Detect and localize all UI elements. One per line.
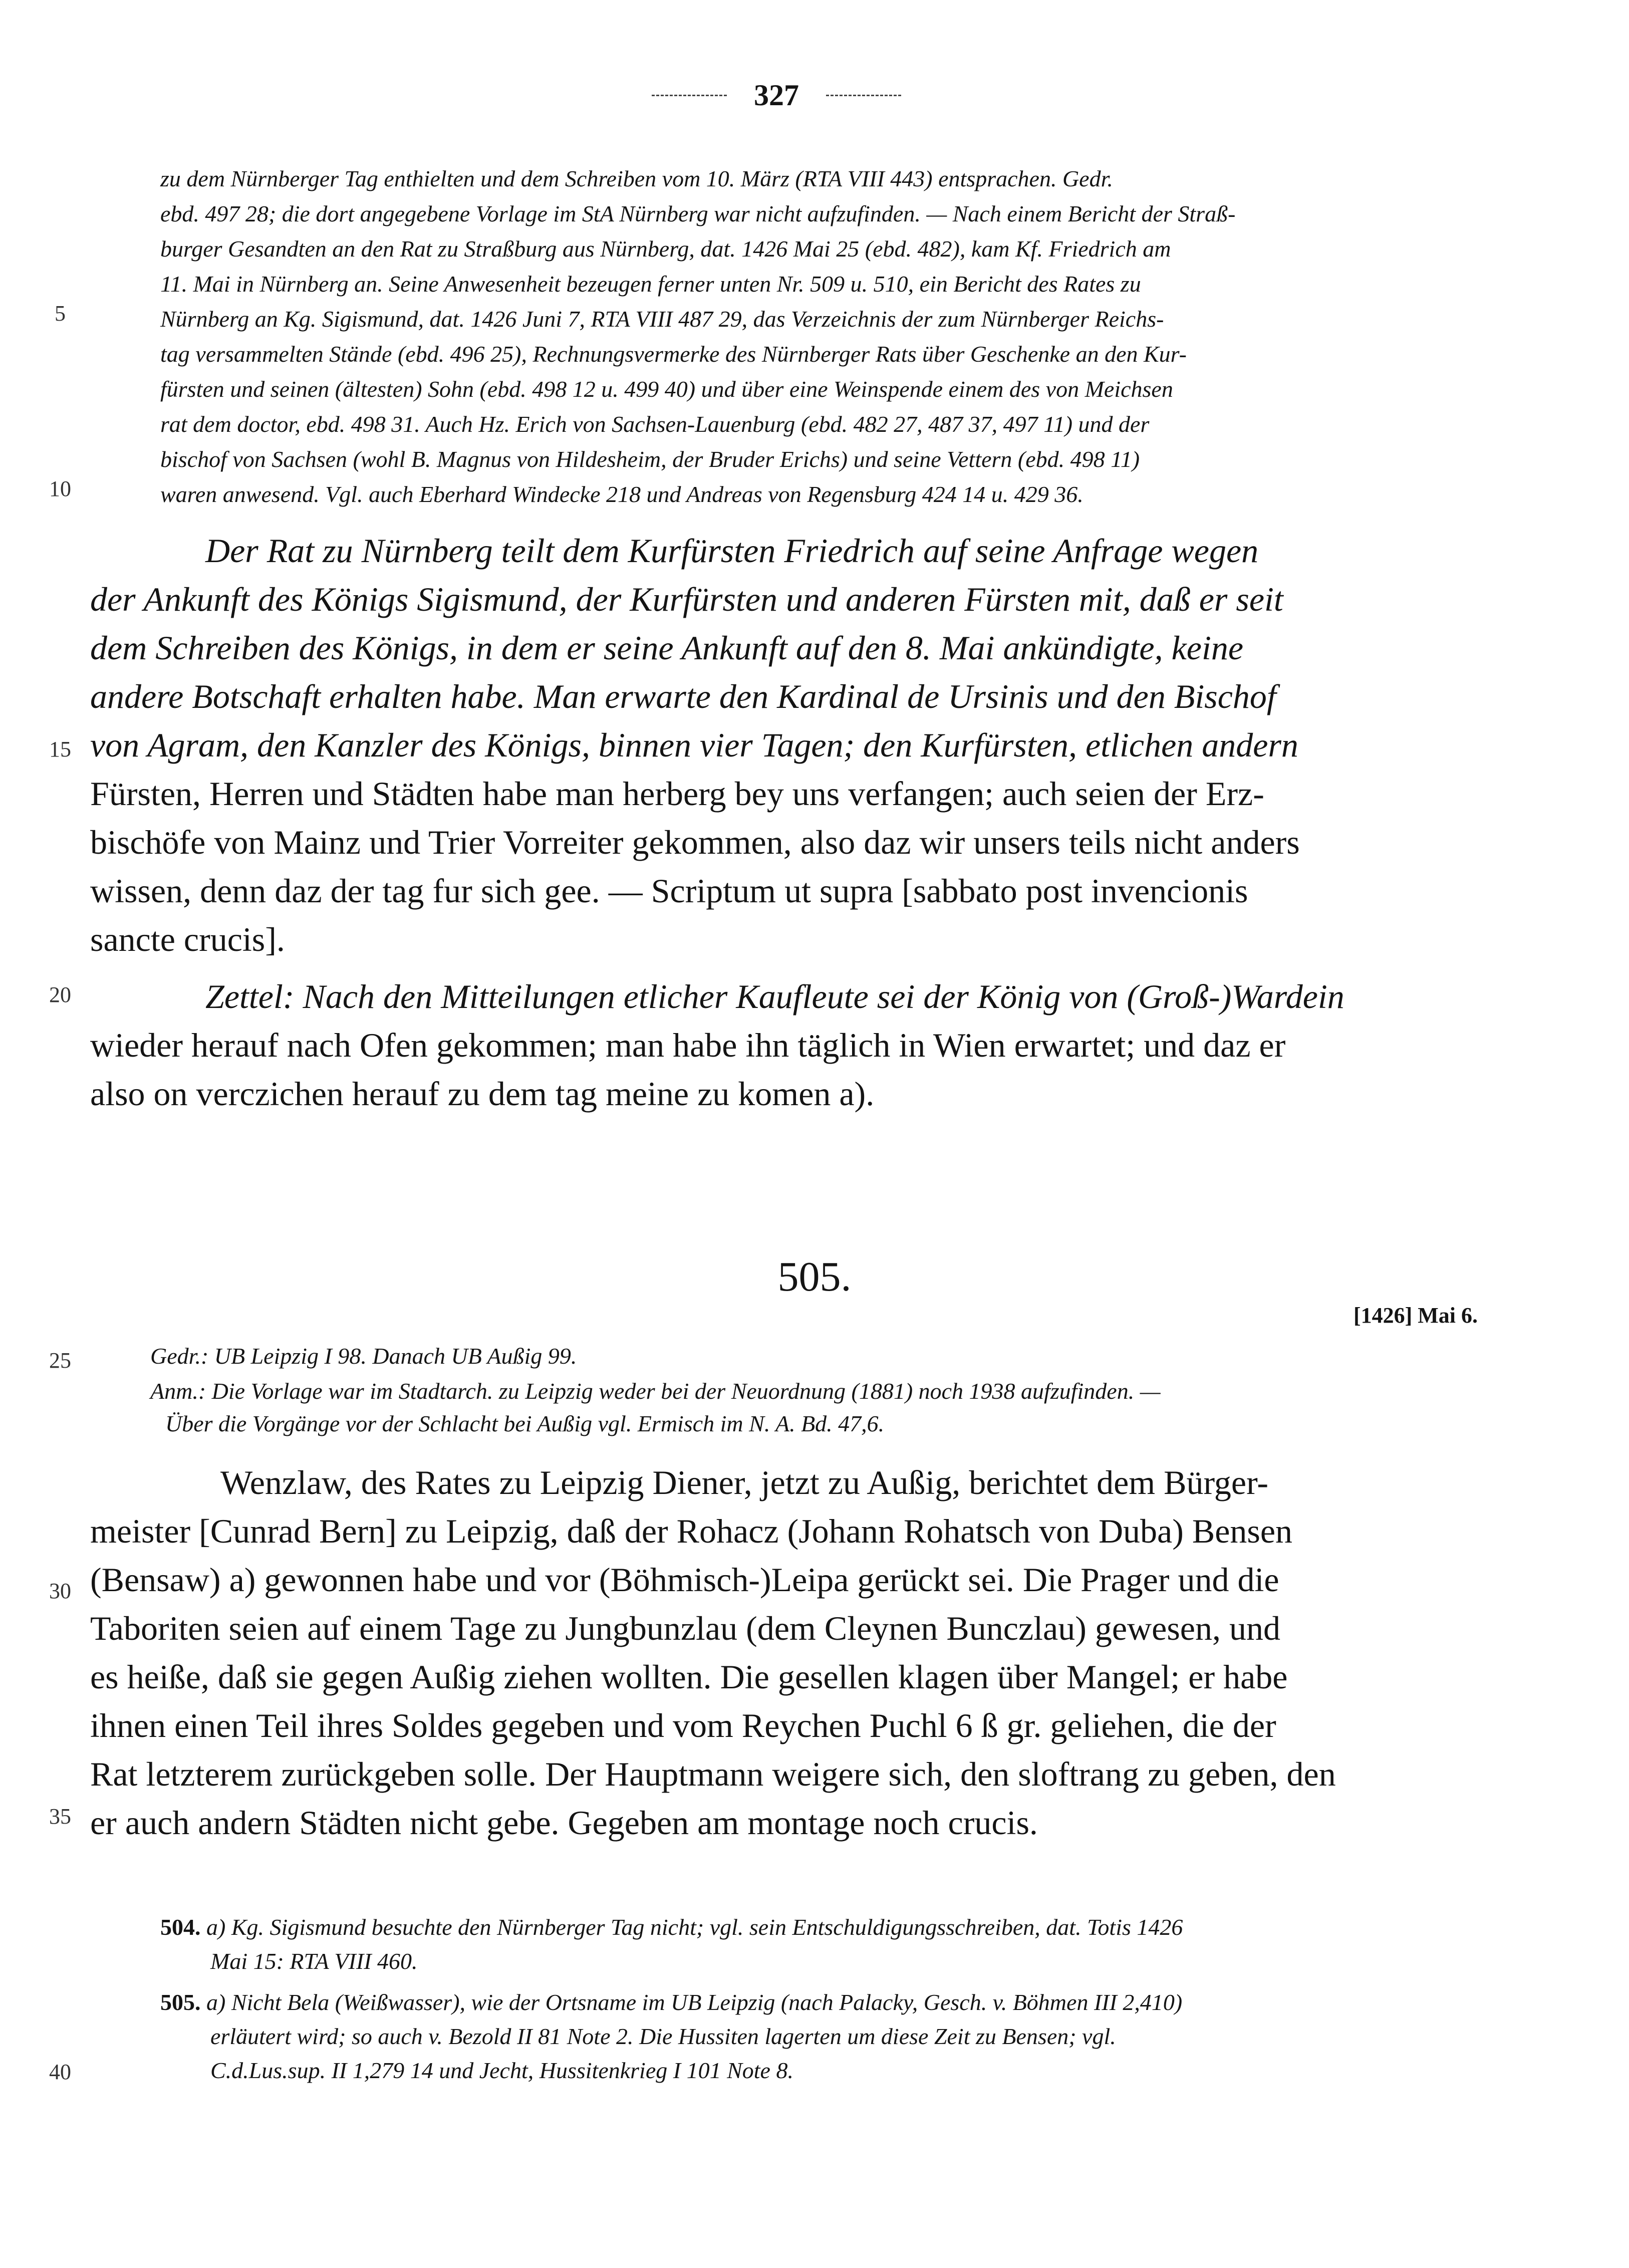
body-line: Fürsten, Herren und Städten habe man herberg bey uns verfangen; auch seien der Erz- — [90, 775, 1264, 813]
commentary-line: tag versammelten Stände (ebd. 496 25), Rechnungsvermerke des Nürnberger Rats über Geschenke an den Kur- — [160, 341, 1187, 367]
body-line: sancte crucis]. — [90, 920, 285, 958]
line-number: 40 — [49, 2060, 71, 2084]
source-line: Über die Vorgänge vor der Schlacht bei Außig vgl. Ermisch im N. A. Bd. 47,6. — [165, 1411, 885, 1436]
body-line: bischöfe von Mainz und Trier Vorreiter gekommen, also daz wir unsers teils nicht anders — [90, 823, 1300, 861]
body-line: meister [Cunrad Bern] zu Leipzig, daß der Rohacz (Johann Rohatsch von Duba) Bensen — [90, 1512, 1293, 1550]
commentary-line: Nürnberg an Kg. Sigismund, dat. 1426 Juni 7, RTA VIII 487 29, das Verzeichnis der zum Nürnberger Reichs- — [160, 306, 1164, 332]
line-number: 20 — [49, 982, 71, 1007]
body-line: Wenzlaw, des Rates zu Leipzig Diener, jetzt zu Außig, berichtet dem Bürger- — [220, 1463, 1269, 1501]
footnote-label: 504. — [160, 1914, 201, 1940]
commentary-line: fürsten und seinen (ältesten) Sohn (ebd. 498 12 u. 499 40) und über eine Weinspende einem des von Meichsen — [160, 376, 1173, 402]
footnote-line: C.d.Lus.sup. II 1,279 14 und Jecht, Hussitenkrieg I 101 Note 8. — [210, 2058, 793, 2083]
commentary-line: ebd. 497 28; die dort angegebene Vorlage im StA Nürnberg war nicht aufzufinden. — Nach einem Bericht der Straß- — [160, 201, 1236, 226]
footnote-line: a) Kg. Sigismund besuchte den Nürnberger Tag nicht; vgl. sein Entschuldigungsschreiben, dat. Totis 1426 — [206, 1914, 1183, 1940]
line-number: 5 — [55, 301, 66, 326]
commentary-line: rat dem doctor, ebd. 498 31. Auch Hz. Erich von Sachsen-Lauenburg (ebd. 482 27, 487 37, 497 11) und der — [160, 411, 1150, 437]
document-number: 505. — [777, 1253, 852, 1300]
body-line: Taboriten seien auf einem Tage zu Jungbunzlau (dem Cleynen Bunczlau) gewesen, und — [90, 1609, 1280, 1647]
body-line: ihnen einen Teil ihres Soldes gegeben und vom Reychen Puchl 6 ß gr. geliehen, die der — [90, 1706, 1276, 1744]
commentary-line: zu dem Nürnberger Tag enthielten und dem Schreiben vom 10. März (RTA VIII 443) entsprachen. Gedr. — [160, 166, 1113, 191]
body-line: dem Schreiben des Königs, in dem er seine Ankunft auf den 8. Mai ankündigte, keine — [90, 629, 1244, 667]
document-date: [1426] Mai 6. — [1353, 1303, 1478, 1328]
body-line: er auch andern Städten nicht gebe. Gegeben am montage noch crucis. — [90, 1804, 1038, 1842]
line-number: 30 — [49, 1579, 71, 1603]
body-line: wieder herauf nach Ofen gekommen; man habe ihn täglich in Wien erwartet; und daz er — [90, 1026, 1286, 1064]
source-line: Gedr.: UB Leipzig I 98. Danach UB Außig 99. — [150, 1343, 577, 1369]
footnote-label: 505. — [160, 1989, 201, 2015]
source-line: Anm.: Die Vorlage war im Stadtarch. zu Leipzig weder bei der Neuordnung (1881) noch 1938 aufzufinden. — — [150, 1378, 1161, 1404]
header-rule-right — [826, 95, 901, 96]
commentary-line: 11. Mai in Nürnberg an. Seine Anwesenheit bezeugen ferner unten Nr. 509 u. 510, ein Bericht des Rates zu — [160, 271, 1141, 297]
page-header — [611, 75, 942, 115]
body-line: wissen, denn daz der tag fur sich gee. — Scriptum ut supra [sabbato post invencionis — [90, 872, 1248, 910]
body-line: der Ankunft des Königs Sigismund, der Kurfürsten und anderen Fürsten mit, daß er seit — [90, 580, 1283, 618]
line-number: 35 — [49, 1804, 71, 1829]
commentary-line: waren anwesend. Vgl. auch Eberhard Windecke 218 und Andreas von Regensburg 424 14 u. 429 36. — [160, 481, 1083, 507]
line-number: 25 — [49, 1348, 71, 1373]
commentary-line: burger Gesandten an den Rat zu Straßburg aus Nürnberg, dat. 1426 Mai 25 (ebd. 482), kam Kf. Friedrich am — [160, 236, 1171, 262]
commentary-line: bischof von Sachsen (wohl B. Magnus von Hildesheim, der Bruder Erichs) und seine Vettern (ebd. 498 11) — [160, 446, 1140, 472]
body-line-zettel: Zettel: Nach den Mitteilungen etlicher Kaufleute sei der König von (Groß-)Wardein — [205, 977, 1344, 1016]
line-number: 15 — [49, 737, 71, 762]
footnote-505 — [160, 1989, 1182, 2015]
footnote-504 — [160, 1914, 1183, 1940]
body-line: Rat letzterem zurückgeben solle. Der Hauptmann weigere sich, den sloftrang zu geben, den — [90, 1755, 1336, 1793]
page-number: 327 — [754, 78, 799, 112]
body-line: also on verczichen herauf zu dem tag meine zu komen a). — [90, 1075, 875, 1113]
header-rule-left — [652, 95, 727, 96]
body-line: Der Rat zu Nürnberg teilt dem Kurfürsten Friedrich auf seine Anfrage wegen — [205, 532, 1259, 570]
footnote-line: erläutert wird; so auch v. Bezold II 81 Note 2. Die Hussiten lagerten um diese Zeit zu Bensen; vgl. — [210, 2024, 1116, 2049]
body-line: (Bensaw) a) gewonnen habe und vor (Böhmisch-)Leipa gerückt sei. Die Prager und die — [90, 1561, 1279, 1599]
footnote-line: Mai 15: RTA VIII 460. — [210, 1948, 418, 1974]
line-number: 10 — [49, 476, 71, 501]
body-line: es heiße, daß sie gegen Außig ziehen wollten. Die gesellen klagen über Mangel; er habe — [90, 1658, 1288, 1696]
body-line: von Agram, den Kanzler des Königs, binnen vier Tagen; den Kurfürsten, etlichen andern — [90, 726, 1298, 764]
body-line: andere Botschaft erhalten habe. Man erwarte den Kardinal de Ursinis und den Bischof — [90, 677, 1276, 715]
footnote-line: a) Nicht Bela (Weißwasser), wie der Ortsname im UB Leipzig (nach Palacky, Gesch. v. Böhmen III 2,410) — [206, 1989, 1183, 2015]
